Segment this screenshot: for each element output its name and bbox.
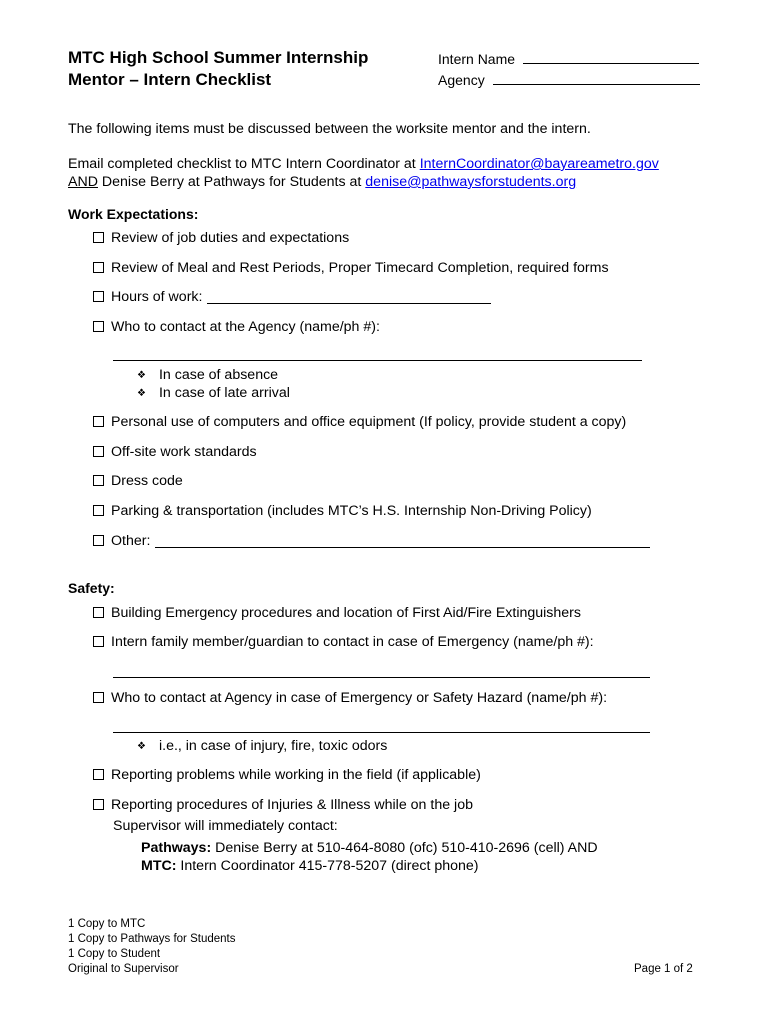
item-label: Who to contact at Agency in case of Emergency or Safety Hazard (name/ph #): [111, 690, 608, 706]
page-number: Page 1 of 2 [634, 963, 693, 975]
intern-name-label: Intern Name [438, 51, 516, 67]
sub-bullet: ❖ i.e., in case of injury, fire, toxic odors [137, 738, 388, 754]
checkbox[interactable] [93, 291, 104, 302]
checklist-item[interactable] [93, 797, 473, 813]
checkbox[interactable] [93, 232, 104, 243]
title-line-2: Mentor – Intern Checklist [68, 70, 272, 89]
mtc-contact [141, 858, 479, 874]
item-label: Personal use of computers and office equipment (If policy, provide student a copy) [111, 414, 627, 430]
item-label: Other: [111, 533, 151, 549]
item-label: Review of Meal and Rest Periods, Proper Timecard Completion, required forms [111, 260, 609, 276]
diamond-bullet-icon: ❖ [137, 741, 146, 752]
pathways-label: Pathways: [141, 840, 212, 856]
checklist-item[interactable] [93, 230, 349, 246]
other-line[interactable] [155, 534, 650, 548]
guardian-contact-line[interactable] [113, 677, 650, 678]
item-label: Hours of work: [111, 289, 203, 305]
supervisor-text: Supervisor will immediately contact: [113, 818, 338, 834]
hours-line[interactable] [207, 290, 491, 304]
item-label: Building Emergency procedures and location of First Aid/Fire Extinguishers [111, 605, 581, 621]
diamond-bullet-icon: ❖ [137, 388, 146, 399]
item-label: Intern family member/guardian to contact in case of Emergency (name/ph #): [111, 634, 594, 650]
checklist-item[interactable] [93, 473, 183, 489]
mtc-text: Intern Coordinator 415-778-5207 (direct phone) [176, 858, 479, 874]
diamond-bullet-icon: ❖ [137, 370, 146, 381]
checkbox[interactable] [93, 475, 104, 486]
copy-line: Original to Supervisor [68, 963, 179, 975]
copy-line: 1 Copy to Student [68, 948, 161, 960]
checkbox[interactable] [93, 505, 104, 516]
item-label: Reporting problems while working in the field (if applicable) [111, 767, 481, 783]
checkbox[interactable] [93, 799, 104, 810]
item-label: Parking & transportation (includes MTC’s H.S. Internship Non-Driving Policy) [111, 503, 592, 519]
checklist-item[interactable] [93, 289, 491, 305]
item-label: Dress code [111, 473, 183, 489]
checklist-item[interactable] [93, 260, 609, 276]
email-line-1 [68, 156, 659, 172]
checklist-item[interactable] [93, 444, 257, 460]
checkbox[interactable] [93, 607, 104, 618]
pathways-contact [141, 840, 598, 856]
copy-line: 1 Copy to MTC [68, 918, 146, 930]
agency-contact-line[interactable] [113, 360, 642, 361]
item-label: Review of job duties and expectations [111, 230, 350, 246]
email-prefix: Email completed checklist to MTC Intern Coordinator at [68, 156, 420, 172]
pathways-email-link[interactable]: denise@pathwaysforstudents.org [365, 174, 577, 190]
sub-bullet: ❖ In case of late arrival [137, 385, 290, 401]
and-word: AND [68, 174, 98, 190]
email-middle: Denise Berry at Pathways for Students at [97, 174, 366, 190]
coordinator-email-link[interactable]: InternCoordinator@bayareametro.gov [419, 156, 659, 172]
checklist-item[interactable] [93, 767, 481, 783]
mtc-label: MTC: [141, 858, 177, 874]
pathways-text: Denise Berry at 510-464-8080 (ofc) 510-410-2696 (cell) AND [211, 840, 598, 856]
checklist-item[interactable] [93, 634, 594, 650]
checkbox[interactable] [93, 446, 104, 457]
copy-line: 1 Copy to Pathways for Students [68, 933, 236, 945]
checkbox[interactable] [93, 769, 104, 780]
work-expectations-heading: Work Expectations: [68, 206, 199, 222]
checklist-item[interactable] [93, 690, 607, 706]
checkbox[interactable] [93, 416, 104, 427]
item-label: Reporting procedures of Injuries & Illness while on the job [111, 797, 473, 813]
checklist-item[interactable] [93, 533, 650, 549]
intro-text: The following items must be discussed between the worksite mentor and the intern. [68, 121, 591, 137]
checklist-item[interactable] [93, 319, 380, 335]
checkbox[interactable] [93, 636, 104, 647]
intern-name-field[interactable] [438, 50, 699, 67]
safety-heading: Safety: [68, 580, 115, 596]
email-line-2 [68, 174, 576, 190]
checklist-item[interactable] [93, 414, 626, 430]
checkbox[interactable] [93, 321, 104, 332]
checklist-item[interactable] [93, 503, 592, 519]
checkbox[interactable] [93, 535, 104, 546]
agency-label: Agency [438, 72, 485, 88]
intern-name-line [523, 50, 699, 64]
checklist-item[interactable] [93, 605, 581, 621]
agency-line [493, 71, 700, 85]
checkbox[interactable] [93, 262, 104, 273]
item-label: Off-site work standards [111, 444, 257, 460]
emergency-contact-line[interactable] [113, 732, 650, 733]
checkbox[interactable] [93, 692, 104, 703]
item-label: Who to contact at the Agency (name/ph #): [111, 319, 380, 335]
agency-field[interactable] [438, 71, 700, 88]
sub-bullet: ❖ In case of absence [137, 367, 279, 383]
title-line-1: MTC High School Summer Internship [68, 48, 369, 67]
